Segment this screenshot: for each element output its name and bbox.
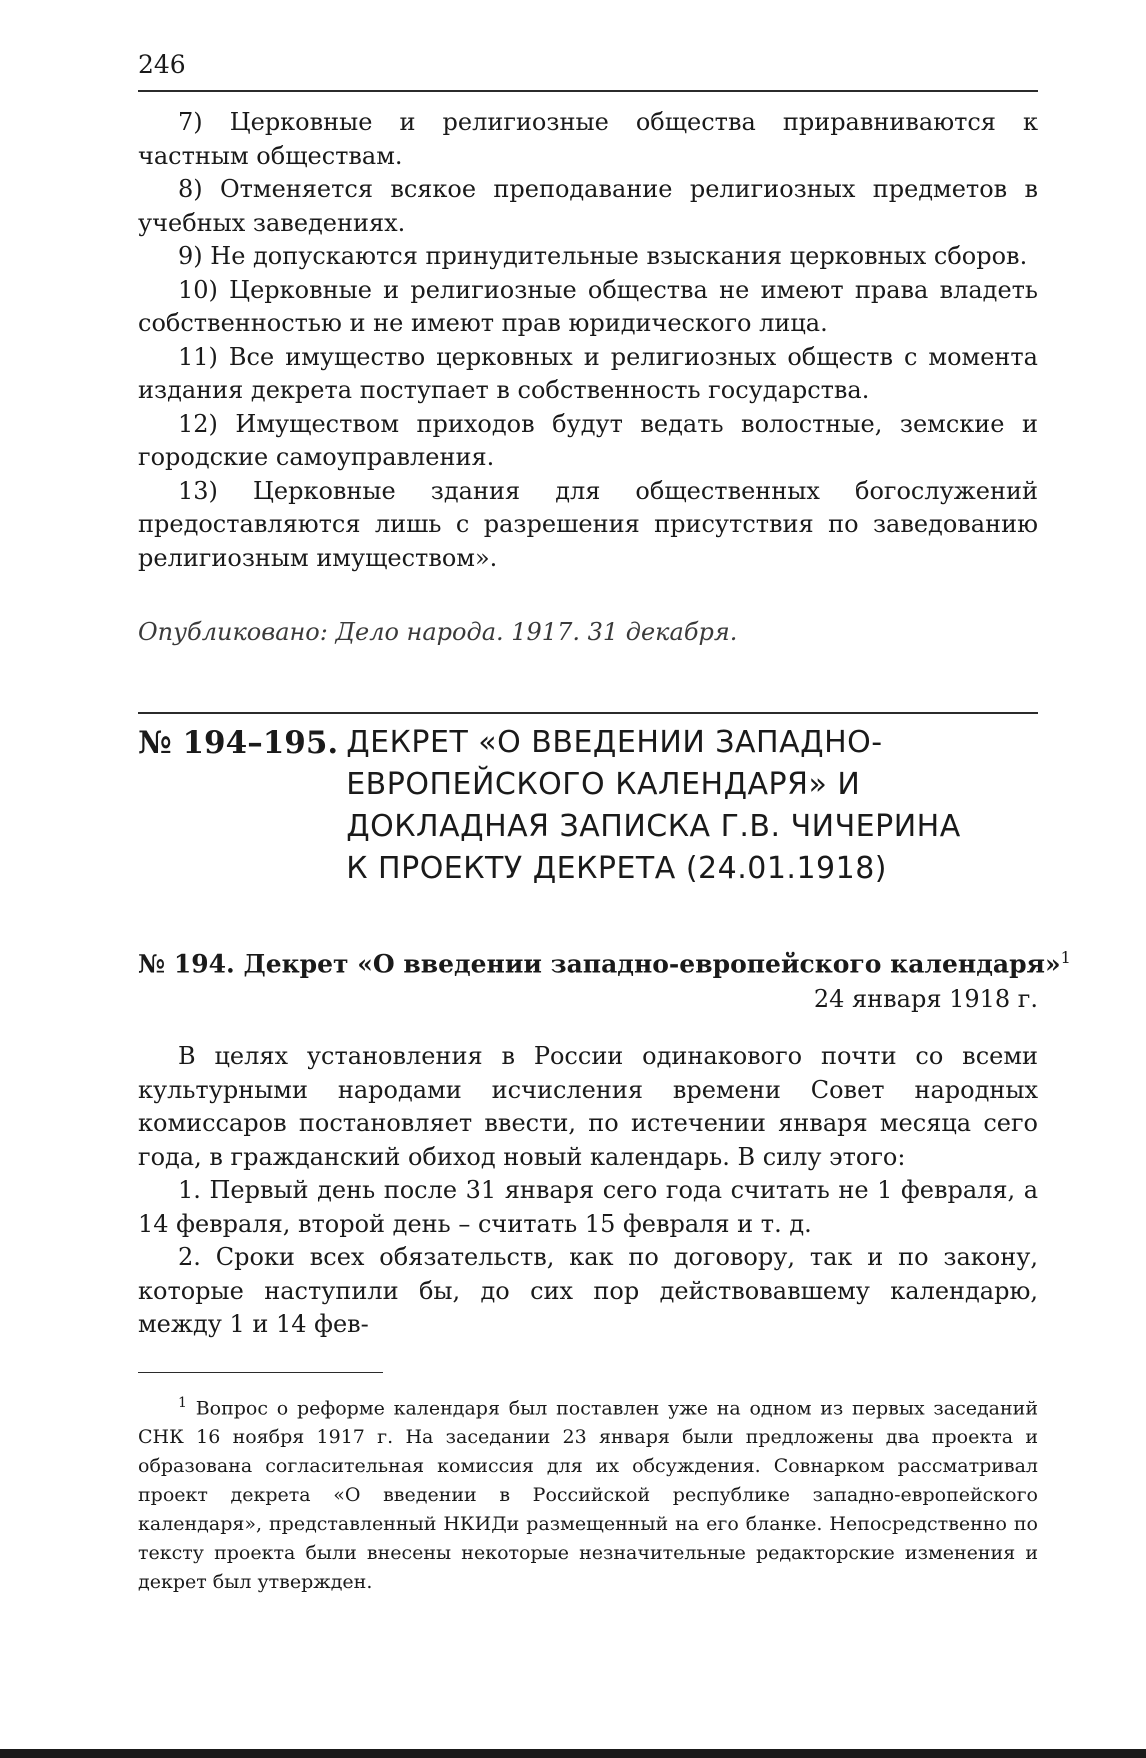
decree-preamble: В целях установления в России одинакового почти со всеми культурными народами исчисления времени Совет народных комиссаров постановляет ввести, по истечении января месяца сего года, в гражданский обиход новый календарь. В силу этого:: [138, 1042, 1038, 1171]
list-item-9: 9) Не допускаются принудительные взыскания церковных сборов.: [178, 242, 1028, 270]
list-item-8: 8) Отменяется всякое преподавание религиозных предметов в учебных заведениях.: [138, 175, 1038, 237]
page-number: 246: [138, 50, 186, 79]
decree-point-2: 2. Сроки всех обязательств, как по договору, так и по закону, которые наступили бы, до сих пор действовавшему календарю, между 1 и 14 фев-: [138, 1243, 1038, 1338]
section-number: № 194–195.: [138, 725, 339, 761]
footnote-text: Вопрос о реформе календаря был поставлен уже на одном из первых заседаний СНК 16 ноября 1917 г. На заседании 23 января были предложены два проекта и образована согласительная комиссия для их обсуждения. Совнарком рассматривал проект декрета «О введении в Российской республике западно-европейского календаря», представленный НКИДи размещенный на его бланке. Непосредственно по тексту проекта были внесены некоторые незначительные редакторские изменения и декрет был утвержден.: [138, 1397, 1038, 1594]
section-heading: [138, 722, 1038, 890]
decree-point-1: 1. Первый день после 31 января сего года считать не 1 февраля, а 14 февраля, второй день – считать 15 февраля и т. д.: [138, 1176, 1038, 1238]
section-rule: [138, 712, 1038, 714]
publication-note: Опубликовано: Дело народа. 1917. 31 декабря.: [138, 618, 738, 646]
footnote-rule: [138, 1372, 383, 1373]
document-title: № 194. Декрет «О введении западно-европейского календаря»: [138, 949, 1061, 979]
footnote-reference: 1: [1060, 948, 1071, 967]
footnote-mark: 1: [178, 1395, 187, 1411]
list-item-10: 10) Церковные и религиозные общества не имеют права владеть собственностью и не имеют прав юридического лица.: [138, 275, 1038, 337]
list-item-7: 7) Церковные и религиозные общества приравниваются к частным обществам.: [138, 108, 1038, 170]
footnote: [138, 1389, 1038, 1597]
document-date: 24 января 1918 г.: [813, 985, 1038, 1013]
decree-list-continued: [138, 106, 1038, 575]
section-title: ДЕКРЕТ «О ВВЕДЕНИИ ЗАПАДНО-ЕВРОПЕЙСКОГО КАЛЕНДАРЯ» И ДОКЛАДНАЯ ЗАПИСКА Г.В. ЧИЧЕРИНА К ПРОЕКТУ ДЕКРЕТА (24.01.1918): [346, 725, 961, 886]
list-item-13: 13) Церковные здания для общественных богослужений предоставляются лишь с разрешения присутствия по заведованию религиозным имуществом».: [138, 476, 1038, 572]
list-item-12: 12) Имуществом приходов будут ведать волостные, земские и городские самоуправления.: [138, 409, 1038, 471]
scan-bottom-edge: [0, 1749, 1146, 1758]
decree-body: [138, 1040, 1038, 1342]
document-heading: [138, 948, 1071, 978]
header-rule: [138, 90, 1038, 92]
list-item-11: 11) Все имущество церковных и религиозных обществ с момента издания декрета поступает в собственность государства.: [138, 342, 1038, 404]
